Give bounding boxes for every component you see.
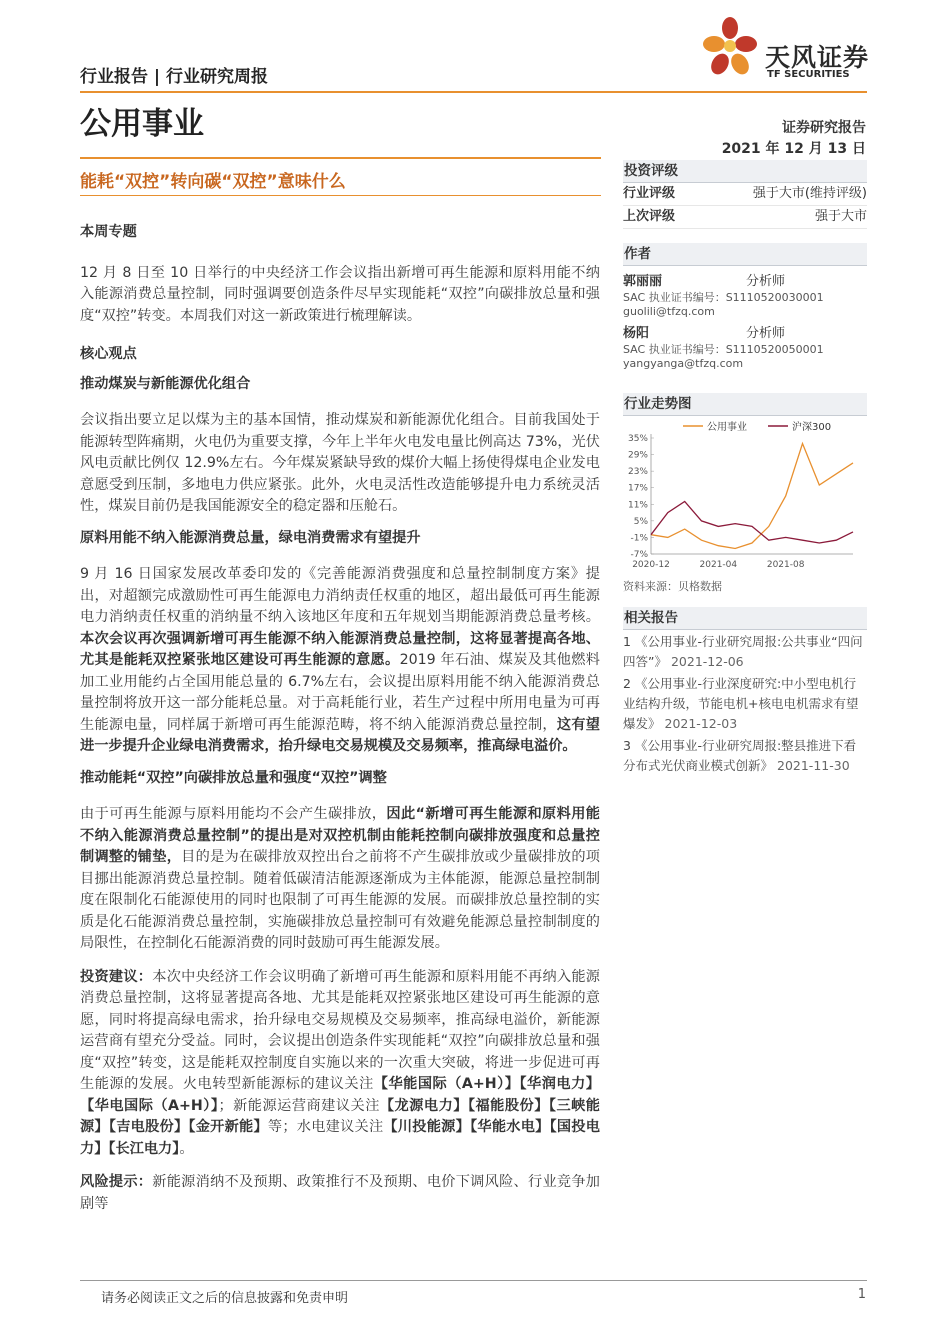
p1-text: 会议指出要立足以煤为主的基本国情，推动煤炭和新能源优化组合。目前我国处于能源转型阵痛期，火电仍为重要支撑，今年上半年火电发电量比例高达 73%，光伏风电贡献比例仅 12.9%左右。今年煤炭紧缺导致的煤价大幅上扬使得煤电企业发电意愿受到压制，多地电力供应紧张。此外，火电灵活性改造能够提升电力系统灵活性，煤炭目前仍是我国能源安全的稳定器和压舱石。	[80, 412, 600, 514]
advice-text-d: 。	[179, 1140, 194, 1157]
related-num: 1	[623, 634, 631, 649]
y-tick-label: 35%	[627, 434, 648, 444]
rating-heading: 投资评级	[623, 160, 867, 183]
logo-text-cn: 天风证券	[765, 43, 870, 72]
report-date: 2021 年 12 月 13 日	[721, 141, 866, 157]
title-top-rule	[80, 157, 601, 159]
p1-heading: 推动煤炭与新能源优化组合	[80, 375, 251, 392]
p3-bold: 因此“新增可再生能源和原料用能不纳入能源消费总量控制”的提出是对双控机制由能耗控制向碳排放强度和总量控制调整的铺垫，	[80, 806, 600, 865]
page-number: 1	[857, 1287, 866, 1302]
related-date: 2021-11-30	[777, 758, 850, 773]
main-content	[80, 222, 600, 1215]
related-report[interactable]	[623, 632, 867, 672]
related-title: 《公用事业-行业研究周报:公共事业“四问四答”》	[623, 634, 863, 669]
series-line	[651, 502, 853, 544]
report-title: 能耗“双控”转向碳“双控”意味什么	[80, 172, 346, 192]
author-email: yangyanga@tfzq.com	[623, 357, 744, 370]
related-report[interactable]	[623, 674, 867, 734]
prev-rating-row	[623, 206, 867, 229]
p3-text-b: 目的是为在碳排放双控出台之前将不产生碳排放或少量碳排放的项目挪出能源消费总量控制。随着低碳清洁能源逐渐成为主体能源，能源总量控制制度在限制化石能源使用的同时也限制了可再生能源的发展。而碳排放总量控制的实质是化石能源消费总量控制，实施碳排放总量控制可有效避免能源总量控制制度的局限性，在控制化石能源消费的同时鼓励可再生能源发展。	[80, 849, 600, 951]
related-title: 《公用事业-行业研究周报:整县推进下看分布式光伏商业模式创新》	[623, 738, 857, 773]
advice-label: 投资建议：	[80, 968, 153, 985]
author-name: 郭丽丽	[623, 274, 663, 289]
related-report[interactable]	[623, 736, 867, 776]
p2-bold-a: 本次会议再次强调新增可再生能源不纳入能源消费总量控制，这将显著提高各地、尤其是能耗双控紧张地区建设可再生能源的意愿。	[80, 630, 600, 668]
related-title: 《公用事业-行业深度研究:中小型电机行业结构升级，节能电机+核电电机需求有望爆发》	[623, 676, 859, 731]
rating-block	[623, 160, 867, 229]
advice-text-a: 本次中央经济工作会议明确了新增可再生能源和原料用能不再纳入能源消费总量控制，这将显著提高各地、尤其是能耗双控紧张地区建设可再生能源的意愿，同时将提高绿电需求，抬升绿电交易规模及交易频率，推高绿电溢价，新能源运营商有望充分受益。同时，会议提出创造条件实现能耗“双控”向碳排放总量和强度“双控”转变，这是能耗双控制度自实施以来的一次重大突破，将进一步促进可再生能源的发展。火电转型新能源标的建议关注	[80, 968, 600, 1092]
p3-text	[80, 804, 600, 955]
trend-heading: 行业走势图	[623, 393, 867, 416]
industry-rating-label: 行业评级	[623, 186, 676, 201]
y-tick-label: 23%	[627, 467, 648, 478]
title-bottom-rule	[80, 195, 601, 196]
weekly-topic-text: 12 月 8 日至 10 日举行的中央经济工作会议指出新增可再生能源和原料用能不纳入能源消费总量控制，同时强调要创造条件尽早实现能耗“双控”向碳排放总量和强度“双控”转变。本周我们对这一新政策进行梳理解读。	[80, 264, 600, 324]
y-tick-label: -1%	[630, 533, 648, 544]
chart-source: 资料来源：贝格数据	[623, 580, 722, 593]
p2-text-a: 9 月 16 日国家发展改革委印发的《完善能源消费强度和总量控制制度方案》提出，对超额完成激励性可再生能源电力消纳责任权重的地区，超出最低可再生能源电力消纳责任权重的消纳量不纳入该地区年度和五年规划当期能源消费总量考核。	[80, 566, 600, 625]
series-line	[651, 444, 853, 549]
logo-flower-icon	[700, 14, 760, 84]
prev-rating-value: 强于大市	[814, 209, 867, 224]
x-tick-label: 2020-12	[632, 560, 670, 570]
advice-bold-c: 【川投能源】【华能水电】【国投电力】【长江电力】	[80, 1119, 600, 1157]
y-tick-label: 17%	[627, 483, 648, 494]
report-type: 行业报告 | 行业研究周报	[80, 67, 269, 87]
author-2	[623, 322, 867, 370]
footer-disclaimer: 请务必阅读正文之后的信息披露和免责申明	[101, 1291, 349, 1306]
industry-rating-row	[623, 183, 867, 206]
footer-divider	[80, 1280, 867, 1281]
x-tick-label: 2021-04	[699, 560, 738, 570]
p2-text-b: 2019 年石油、煤炭及其他燃料加工业用能约占全国用能总量的 6.7%左右，会议提出原料用能不纳入能源消费总量控制将放开这一部分能耗总量。对于高耗能行业，若生产过程中所用电量为可再生能源电量，同样属于新增可再生能源范畴，将不纳入能源消费总量控制，	[80, 652, 600, 733]
prev-rating-label: 上次评级	[623, 209, 676, 224]
p3-text-a: 由于可再生能源与原料用能均不会产生碳排放，	[80, 806, 387, 822]
author-cert: SAC 执业证书编号：S1110520030001	[623, 291, 824, 304]
legend-label: 沪深300	[792, 422, 832, 433]
advice-bold-b: 【龙源电力】【福能股份】【三峡能源】【吉电股份】【金开新能】	[80, 1097, 600, 1135]
related-num: 2	[623, 676, 631, 691]
p2-bold-b: 这有望进一步提升企业绿电消费需求，抬升绿电交易规模及交易频率，推高绿电溢价。	[80, 716, 600, 754]
risk-warning	[80, 1172, 600, 1215]
author-role: 分析师	[746, 326, 786, 341]
p2-heading: 原料用能不纳入能源消费总量，绿电消费需求有望提升	[80, 529, 421, 546]
x-tick-label: 2021-08	[766, 560, 805, 570]
trend-block	[623, 393, 867, 594]
doc-kind: 证券研究报告	[782, 120, 866, 136]
y-tick-label: -7%	[630, 550, 648, 560]
advice-bold-a: 【华能国际（A+H）】【华润电力】【华电国际（A+H）】	[80, 1076, 600, 1114]
header-divider	[80, 91, 867, 93]
weekly-topic-heading: 本周专题	[80, 224, 137, 240]
author-email: guolili@tfzq.com	[623, 305, 715, 318]
advice-text-b: ；新能源运营商建议关注	[218, 1097, 380, 1114]
sector-title: 公用事业	[80, 106, 204, 142]
related-num: 3	[623, 738, 631, 753]
author-heading: 作者	[623, 243, 867, 266]
trend-chart	[623, 416, 867, 574]
related-block	[623, 607, 867, 776]
related-date: 2021-12-03	[664, 716, 738, 731]
author-role: 分析师	[746, 274, 786, 289]
author-cert: SAC 执业证书编号：S1110520050001	[623, 343, 824, 356]
author-name: 杨阳	[623, 326, 650, 341]
industry-rating-value: 强于大市(维持评级)	[752, 186, 867, 201]
investment-advice	[80, 967, 600, 1161]
p3-heading: 推动能耗“双控”向碳排放总量和强度“双控”调整	[80, 769, 387, 786]
author-1	[623, 270, 867, 318]
core-view-heading: 核心观点	[80, 346, 137, 362]
related-heading: 相关报告	[623, 607, 867, 630]
y-tick-label: 11%	[627, 500, 648, 511]
advice-text-c: 等；水电建议关注	[267, 1119, 384, 1135]
author-block	[623, 243, 867, 370]
legend-label: 公用事业	[707, 422, 747, 433]
p2-text	[80, 564, 600, 758]
risk-label: 风险提示：	[80, 1174, 153, 1190]
y-tick-label: 29%	[627, 450, 648, 461]
logo-text-en: TF SECURITIES	[767, 69, 850, 80]
y-tick-label: 5%	[633, 516, 648, 527]
related-date: 2021-12-06	[670, 654, 744, 669]
risk-text: 新能源消纳不及预期、政策推行不及预期、电价下调风险、行业竞争加剧等	[80, 1174, 600, 1212]
